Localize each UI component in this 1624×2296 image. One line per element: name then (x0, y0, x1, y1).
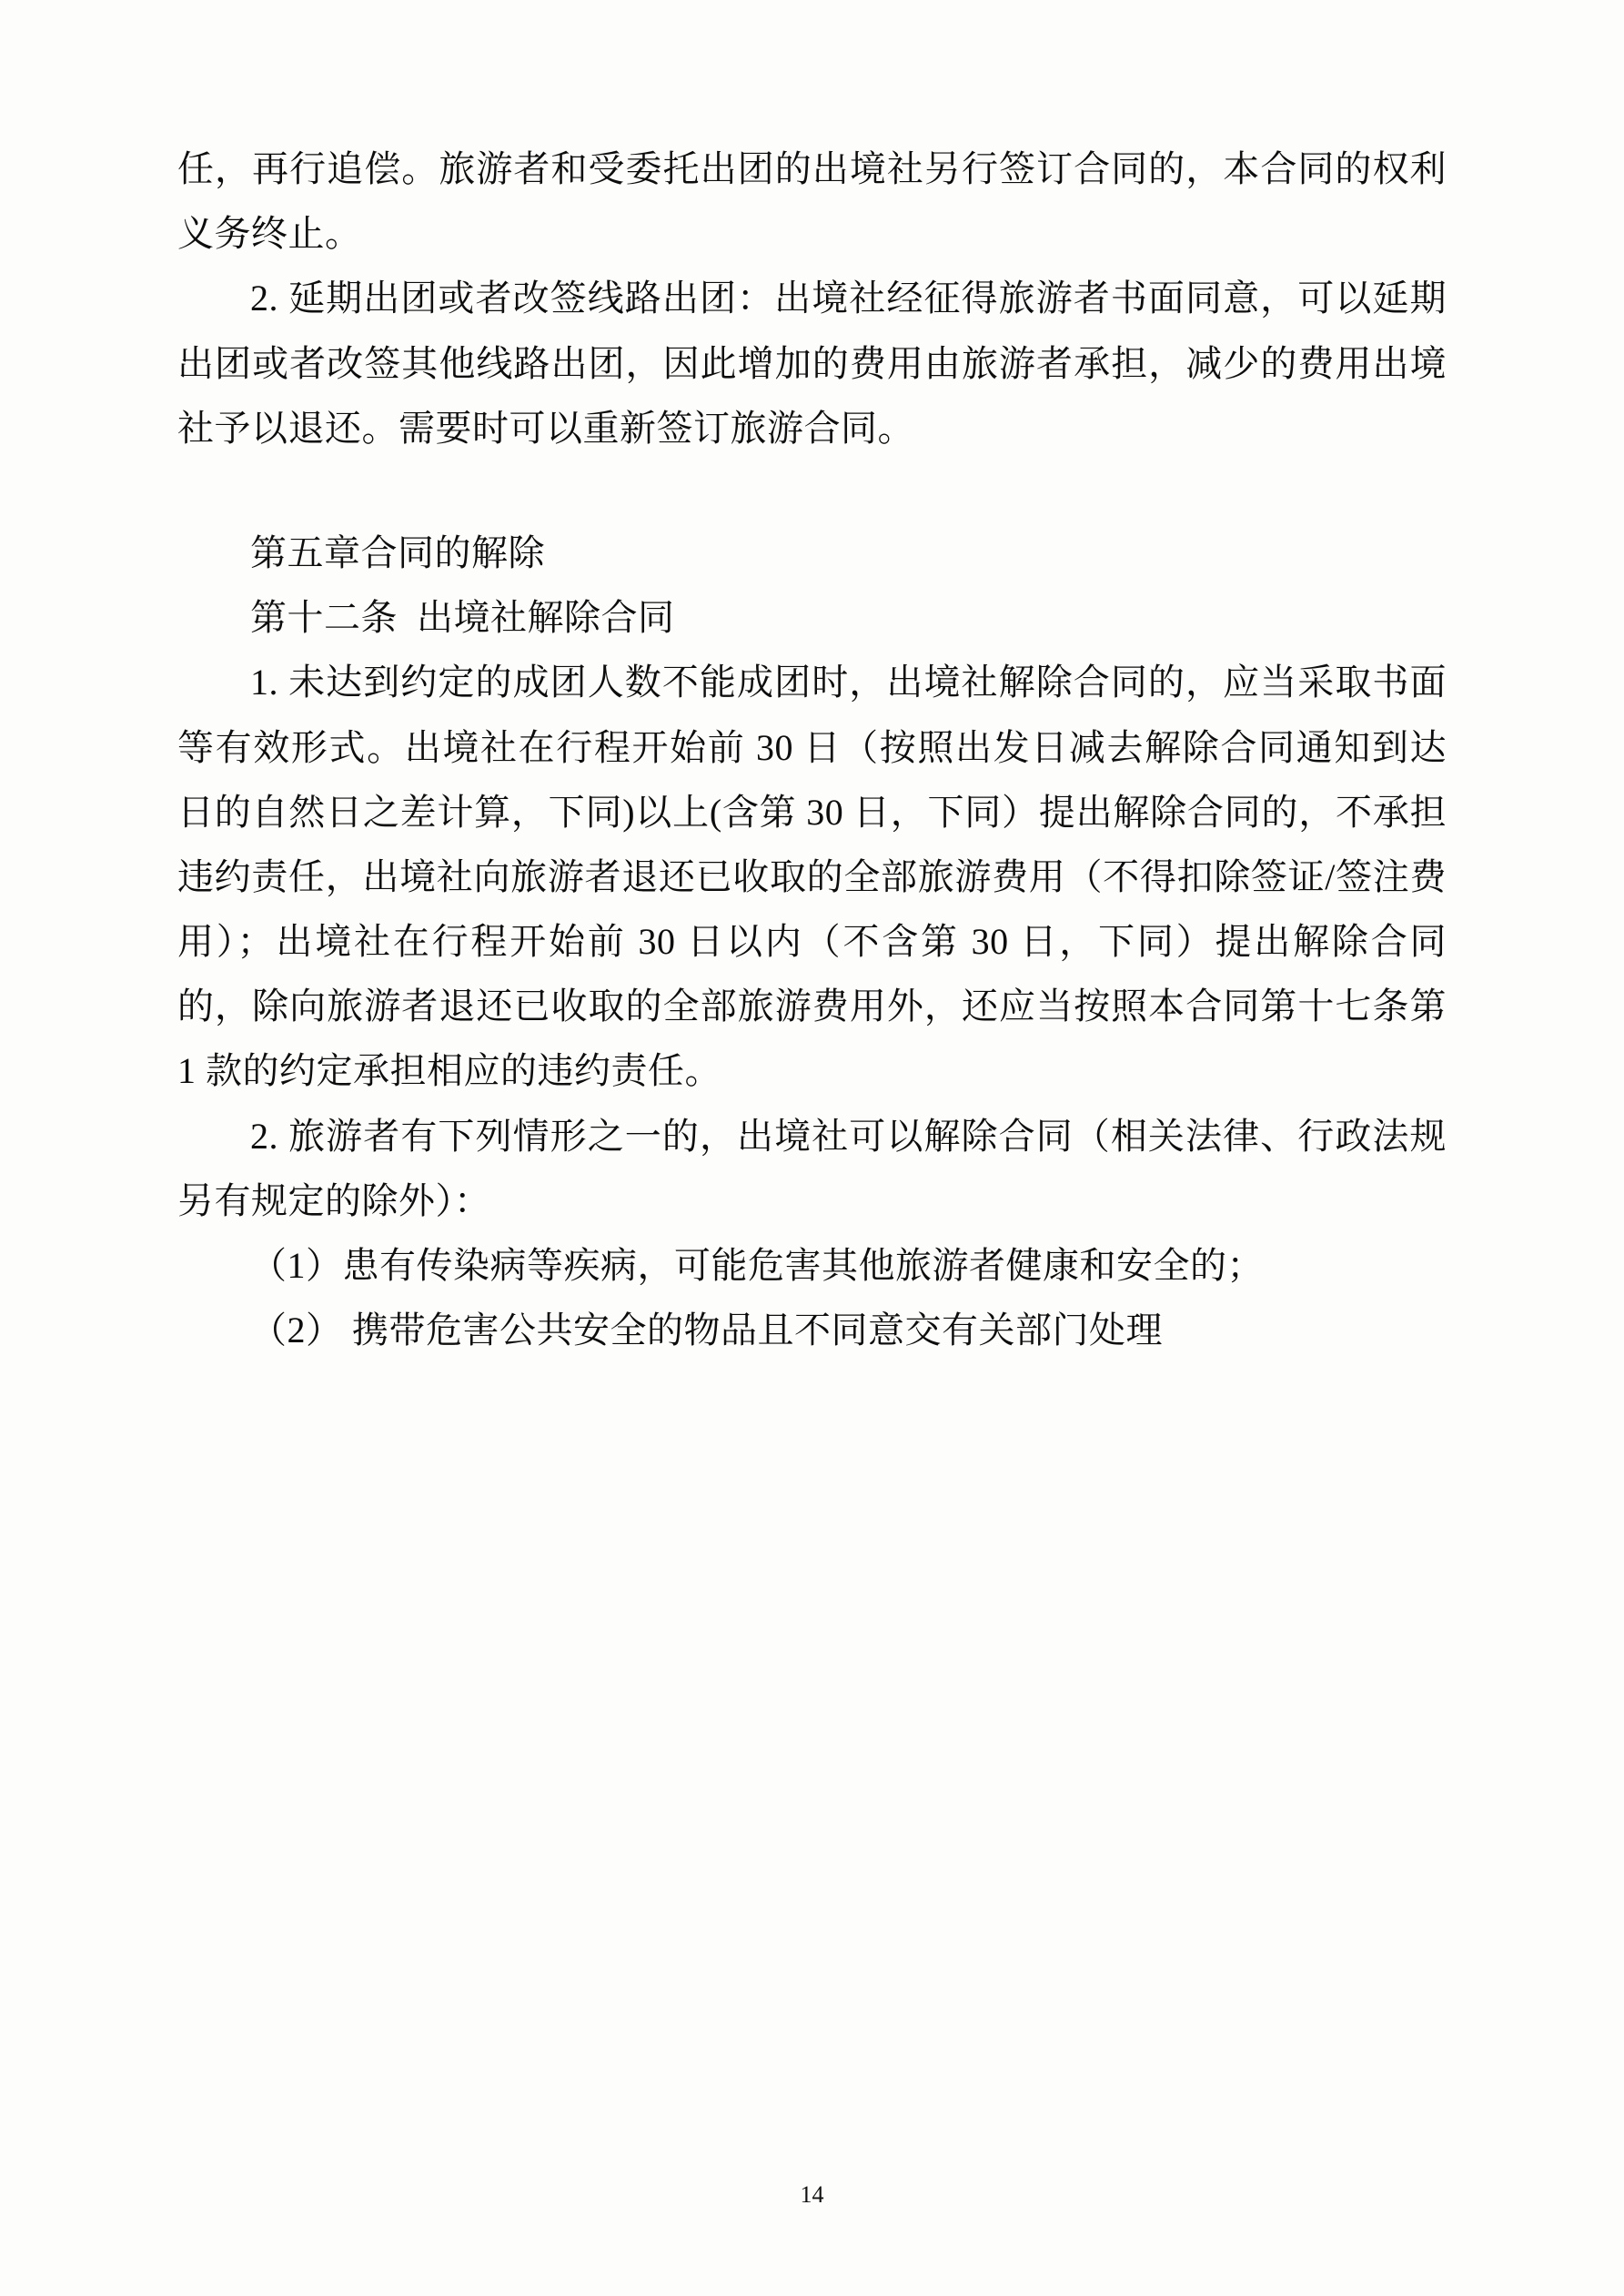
paragraph-item-2-traveler-cases: 2. 旅游者有下列情形之一的，出境社可以解除合同（相关法律、行政法规另有规定的除外）： (177, 1115, 1447, 1221)
chapter-heading-five: 第五章合同的解除 (250, 531, 545, 573)
paragraph-subitem-1-disease: （1）患有传染病等疾病，可能危害其他旅游者健康和安全的； (250, 1245, 1264, 1286)
page-number-footer: 14 (800, 2181, 824, 2208)
article-heading-twelve: 第十二条 出境社解除合同 (250, 597, 675, 639)
paragraph-item-2-postpone: 2. 延期出团或者改签线路出团：出境社经征得旅游者书面同意，可以延期出团或者改签其他线路出团，因此增加的费用由旅游者承担，减少的费用出境社予以退还。需要时可以重新签订旅游合同。 (177, 278, 1447, 449)
paragraph-subitem-2-dangerous-goods: （2） 携带危害公共安全的物品且不同意交有关部门处理 (250, 1310, 1163, 1351)
paragraph-spacer (177, 460, 1447, 521)
page-body (177, 137, 1457, 1362)
paragraph-item-1-cancellation: 1. 未达到约定的成团人数不能成团时，出境社解除合同的，应当采取书面等有效形式。出境社在行程开始前 30 日（按照出发日减去解除合同通知到达日的自然日之差计算，下同)以上(含第 30 日，下同）提出解除合同的，不承担违约责任，出境社向旅游者退还已收取的全部旅游费用（不得扣除签证/签注费用）；出境社在行程开始前 30 日以内（不含第 30 日，下同）提出解除合同的，除向旅游者退还已收取的全部旅游费用外，还应当按照本合同第十七条第 1 款的约定承担相应的违约责任。 (177, 662, 1457, 1092)
paragraph-continuation: 任，再行追偿。旅游者和受委托出团的出境社另行签订合同的，本合同的权利义务终止。 (177, 148, 1447, 255)
